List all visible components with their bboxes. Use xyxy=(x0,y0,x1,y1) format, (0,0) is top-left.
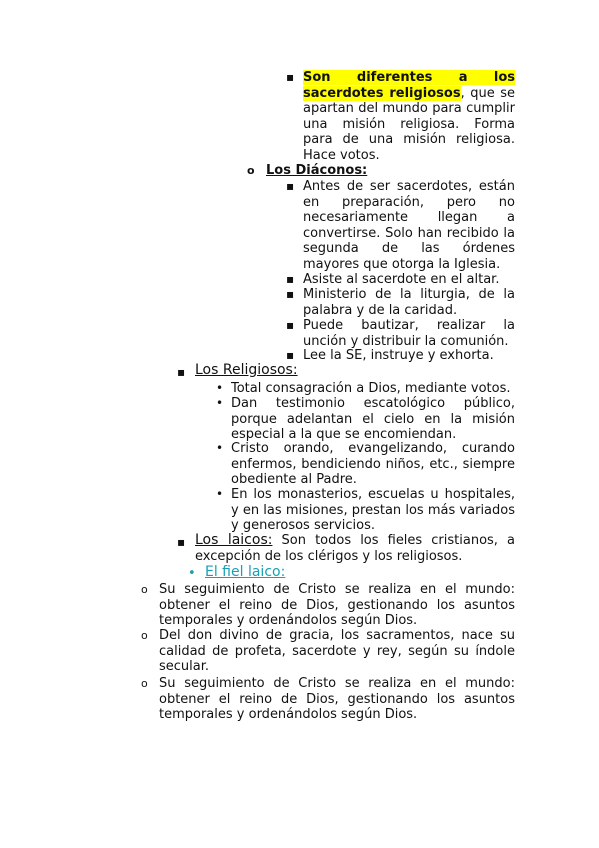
list-item: Total consagración a Dios, mediante votos. xyxy=(231,381,511,396)
bullet-icon: • xyxy=(216,381,224,395)
highlighted-text: Son diferentes a los sacerdotes religiosos xyxy=(303,70,515,101)
list-item: Dan testimonio escatológico público, porque adelantan el cielo en la misión especial a la que se encomiendan. xyxy=(231,396,515,443)
item-text: , que se apartan del mundo para cumplir una misión religiosa. Forma para de una misión religiosa. Hace votos. xyxy=(303,85,515,163)
open-circle-bullet-icon: o xyxy=(141,629,148,642)
square-bullet-icon: ▪ xyxy=(286,318,295,332)
open-circle-bullet-icon: o xyxy=(247,164,255,177)
heading-fiel-laico-label: El fiel laico: xyxy=(205,564,286,580)
laicos-label: Los laicos: xyxy=(195,532,273,548)
item-text: Son todos los fieles cristianos, a excepción de los clérigos y los religiosos. xyxy=(195,533,515,564)
square-bullet-icon: ▪ xyxy=(177,365,186,379)
square-bullet-icon: ▪ xyxy=(286,179,295,193)
heading-fiel-laico xyxy=(205,565,405,581)
square-bullet-icon: ▪ xyxy=(286,272,295,286)
square-bullet-icon: ▪ xyxy=(177,535,186,549)
list-item: Cristo orando, evangelizando, curando enfermos, bendiciendo niños, etc., siempre obediente al Padre. xyxy=(231,441,515,488)
square-bullet-icon: ▪ xyxy=(286,70,295,84)
open-circle-bullet-icon: o xyxy=(141,677,148,690)
heading-religiosos xyxy=(195,363,395,379)
list-item: Del don divino de gracia, los sacramentos, nace su calidad de profeta, sacerdote y rey, según su índole secular. xyxy=(159,628,515,675)
heading-religiosos-label: Los Religiosos: xyxy=(195,362,298,378)
list-item-sacerdotes-religiosos xyxy=(303,70,515,164)
list-item: Ministerio de la liturgia, de la palabra y de la caridad. xyxy=(303,287,515,318)
list-item: Su seguimiento de Cristo se realiza en el mundo: obtener el reino de Dios, gestionando los asuntos temporales y ordenándolos según Dios. xyxy=(159,676,515,723)
bullet-icon: • xyxy=(188,566,196,581)
list-item: Su seguimiento de Cristo se realiza en el mundo: obtener el reino de Dios, gestionando los asuntos temporales y ordenándolos según Dios. xyxy=(159,582,515,629)
list-item: Antes de ser sacerdotes, están en preparación, pero no necesariamente llegan a convertirse. Solo han recibido la segunda de las órdenes mayores que otorga la Iglesia. xyxy=(303,179,515,272)
square-bullet-icon: ▪ xyxy=(286,287,295,301)
heading-diaconos xyxy=(266,163,466,179)
bullet-icon: • xyxy=(216,441,224,455)
heading-diaconos-label: Los Diáconos: xyxy=(266,163,368,178)
bullet-icon: • xyxy=(216,487,224,501)
list-item: Puede bautizar, realizar la unción y distribuir la comunión. xyxy=(303,318,515,349)
list-item: Lee la SE, instruye y exhorta. xyxy=(303,348,494,363)
bullet-icon: • xyxy=(216,396,224,410)
list-item: En los monasterios, escuelas u hospitales, y en las misiones, prestan los más variados y generosos servicios. xyxy=(231,487,515,534)
list-item-laicos xyxy=(195,533,515,564)
list-item: Asiste al sacerdote en el altar. xyxy=(303,272,500,287)
square-bullet-icon: ▪ xyxy=(286,348,295,362)
open-circle-bullet-icon: o xyxy=(141,583,148,596)
